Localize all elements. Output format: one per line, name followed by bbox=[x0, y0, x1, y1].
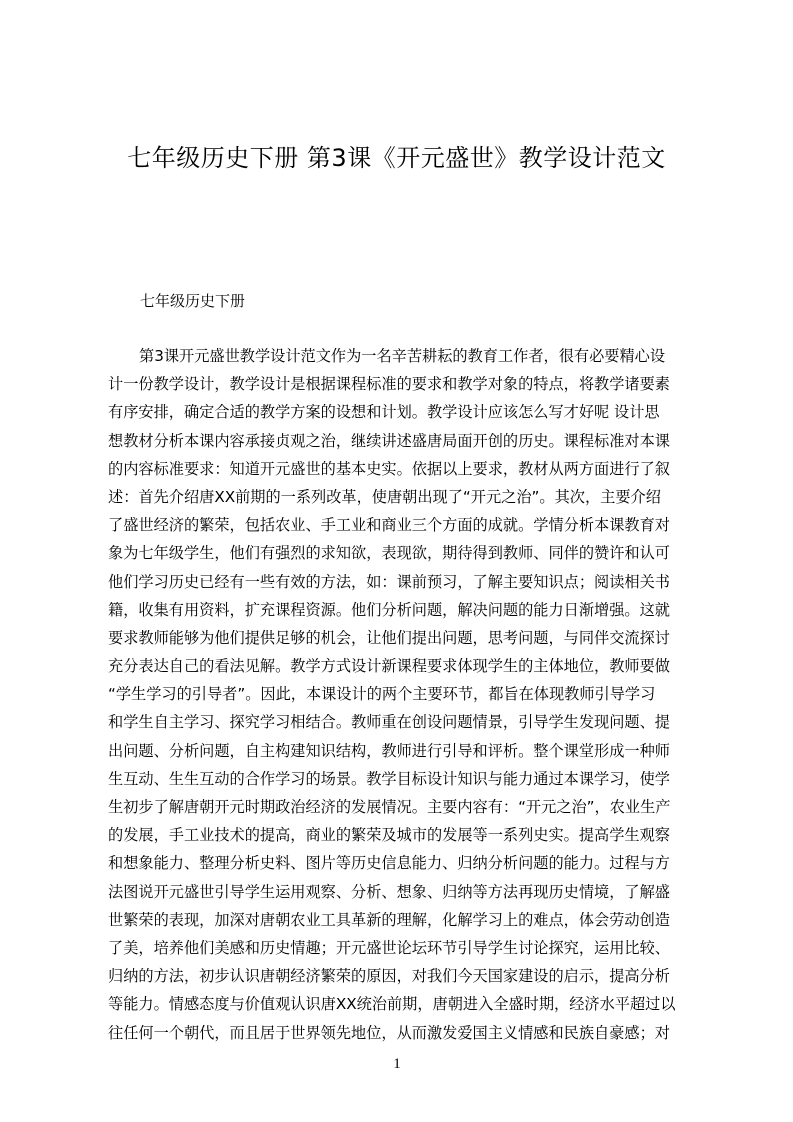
text-line: 世繁荣的表现，加深对唐朝农业工具革新的理解，化解学习上的难点，体会劳动创造 bbox=[108, 910, 670, 929]
text-line: 了盛世经济的繁荣，包括农业、手工业和商业三个方面的成就。学情分析本课教育对 bbox=[108, 516, 670, 535]
text-line: 和学生自主学习、探究学习相结合。教师重在创设问题情景，引导学生发现问题、提 bbox=[108, 713, 670, 732]
text-line: 往任何一个朝代，而且居于世界领先地位，从而激发爱国主义情感和民族自豪感；对 bbox=[108, 1023, 670, 1042]
text-line: 第3课开元盛世教学设计范文作为一名辛苦耕耘的教育工作者，很有必要精心设 bbox=[139, 347, 666, 365]
text-line: 归纳的方法，初步认识唐朝经济繁荣的原因，对我们今天国家建设的启示，提高分析 bbox=[108, 967, 670, 986]
text-line: 有序安排，确定合适的教学方案的设想和计划。教学设计应该怎么写才好呢 设计思 bbox=[108, 403, 660, 422]
text-line: 的内容标准要求：知道开元盛世的基本史实。依据以上要求，教材从两方面进行了叙 bbox=[108, 459, 670, 478]
body-paragraph bbox=[108, 342, 698, 1047]
text-line: 生初步了解唐朝开元时期政治经济的发展情况。主要内容有：“开元之治”，农业生产 bbox=[108, 798, 671, 816]
text-line: 等能力。情感态度与价值观认识唐XX统治前期，唐朝进入全盛时期，经济水平超过以 bbox=[108, 995, 676, 1014]
text-line: 的发展，手工业技术的提高，商业的繁荣及城市的发展等一系列史实。提高学生观察 bbox=[108, 826, 670, 845]
text-line: 要求教师能够为他们提供足够的机会，让他们提出问题，思考问题，与同伴交流探讨 bbox=[108, 628, 670, 647]
text-line: 法图说开元盛世引导学生运用观察、分析、想象、归纳等方法再现历史情境，了解盛 bbox=[108, 882, 670, 901]
text-line: 象为七年级学生，他们有强烈的求知欲，表现欲，期待得到教师、同伴的赞许和认可 bbox=[108, 544, 670, 563]
text-line: 了美，培养他们美感和历史情趣；开元盛世论坛环节引导学生讨论探究，运用比较、 bbox=[108, 938, 670, 957]
text-line: 籍，收集有用资料，扩充课程资源。他们分析问题，解决问题的能力日渐增强。这就 bbox=[108, 600, 670, 619]
page-number: 1 bbox=[393, 1056, 401, 1072]
document-subtitle: 七年级历史下册 bbox=[140, 292, 246, 310]
text-line: 述：首先介绍唐XX前期的一系列改革，使唐朝出现了“开元之治”。其次，主要介绍 bbox=[108, 487, 661, 506]
document-title: 七年级历史下册 第3课《开元盛世》教学设计范文 bbox=[127, 144, 666, 172]
text-line: 和想象能力、整理分析史料、图片等历史信息能力、归纳分析问题的能力。过程与方 bbox=[108, 854, 670, 873]
text-line: 出问题、分析问题，自主构建知识结构，教师进行引导和评析。整个课堂形成一种师 bbox=[108, 741, 670, 760]
text-line: 计一份教学设计，教学设计是根据课程标准的要求和教学对象的特点，将教学诸要素 bbox=[108, 375, 670, 394]
text-line: 生互动、生生互动的合作学习的场景。教学目标设计知识与能力通过本课学习，使学 bbox=[108, 769, 670, 788]
text-line: 充分表达自己的看法见解。教学方式设计新课程要求体现学生的主体地位，教师要做 bbox=[108, 657, 670, 676]
text-line: 想教材分析本课内容承接贞观之治，继续讲述盛唐局面开创的历史。课程标准对本课 bbox=[108, 431, 670, 450]
text-line: “学生学习的引导者”。因此，本课设计的两个主要环节，都旨在体现教师引导学习 bbox=[108, 685, 656, 704]
text-line: 他们学习历史已经有一些有效的方法，如：课前预习，了解主要知识点；阅读相关书 bbox=[108, 572, 670, 591]
